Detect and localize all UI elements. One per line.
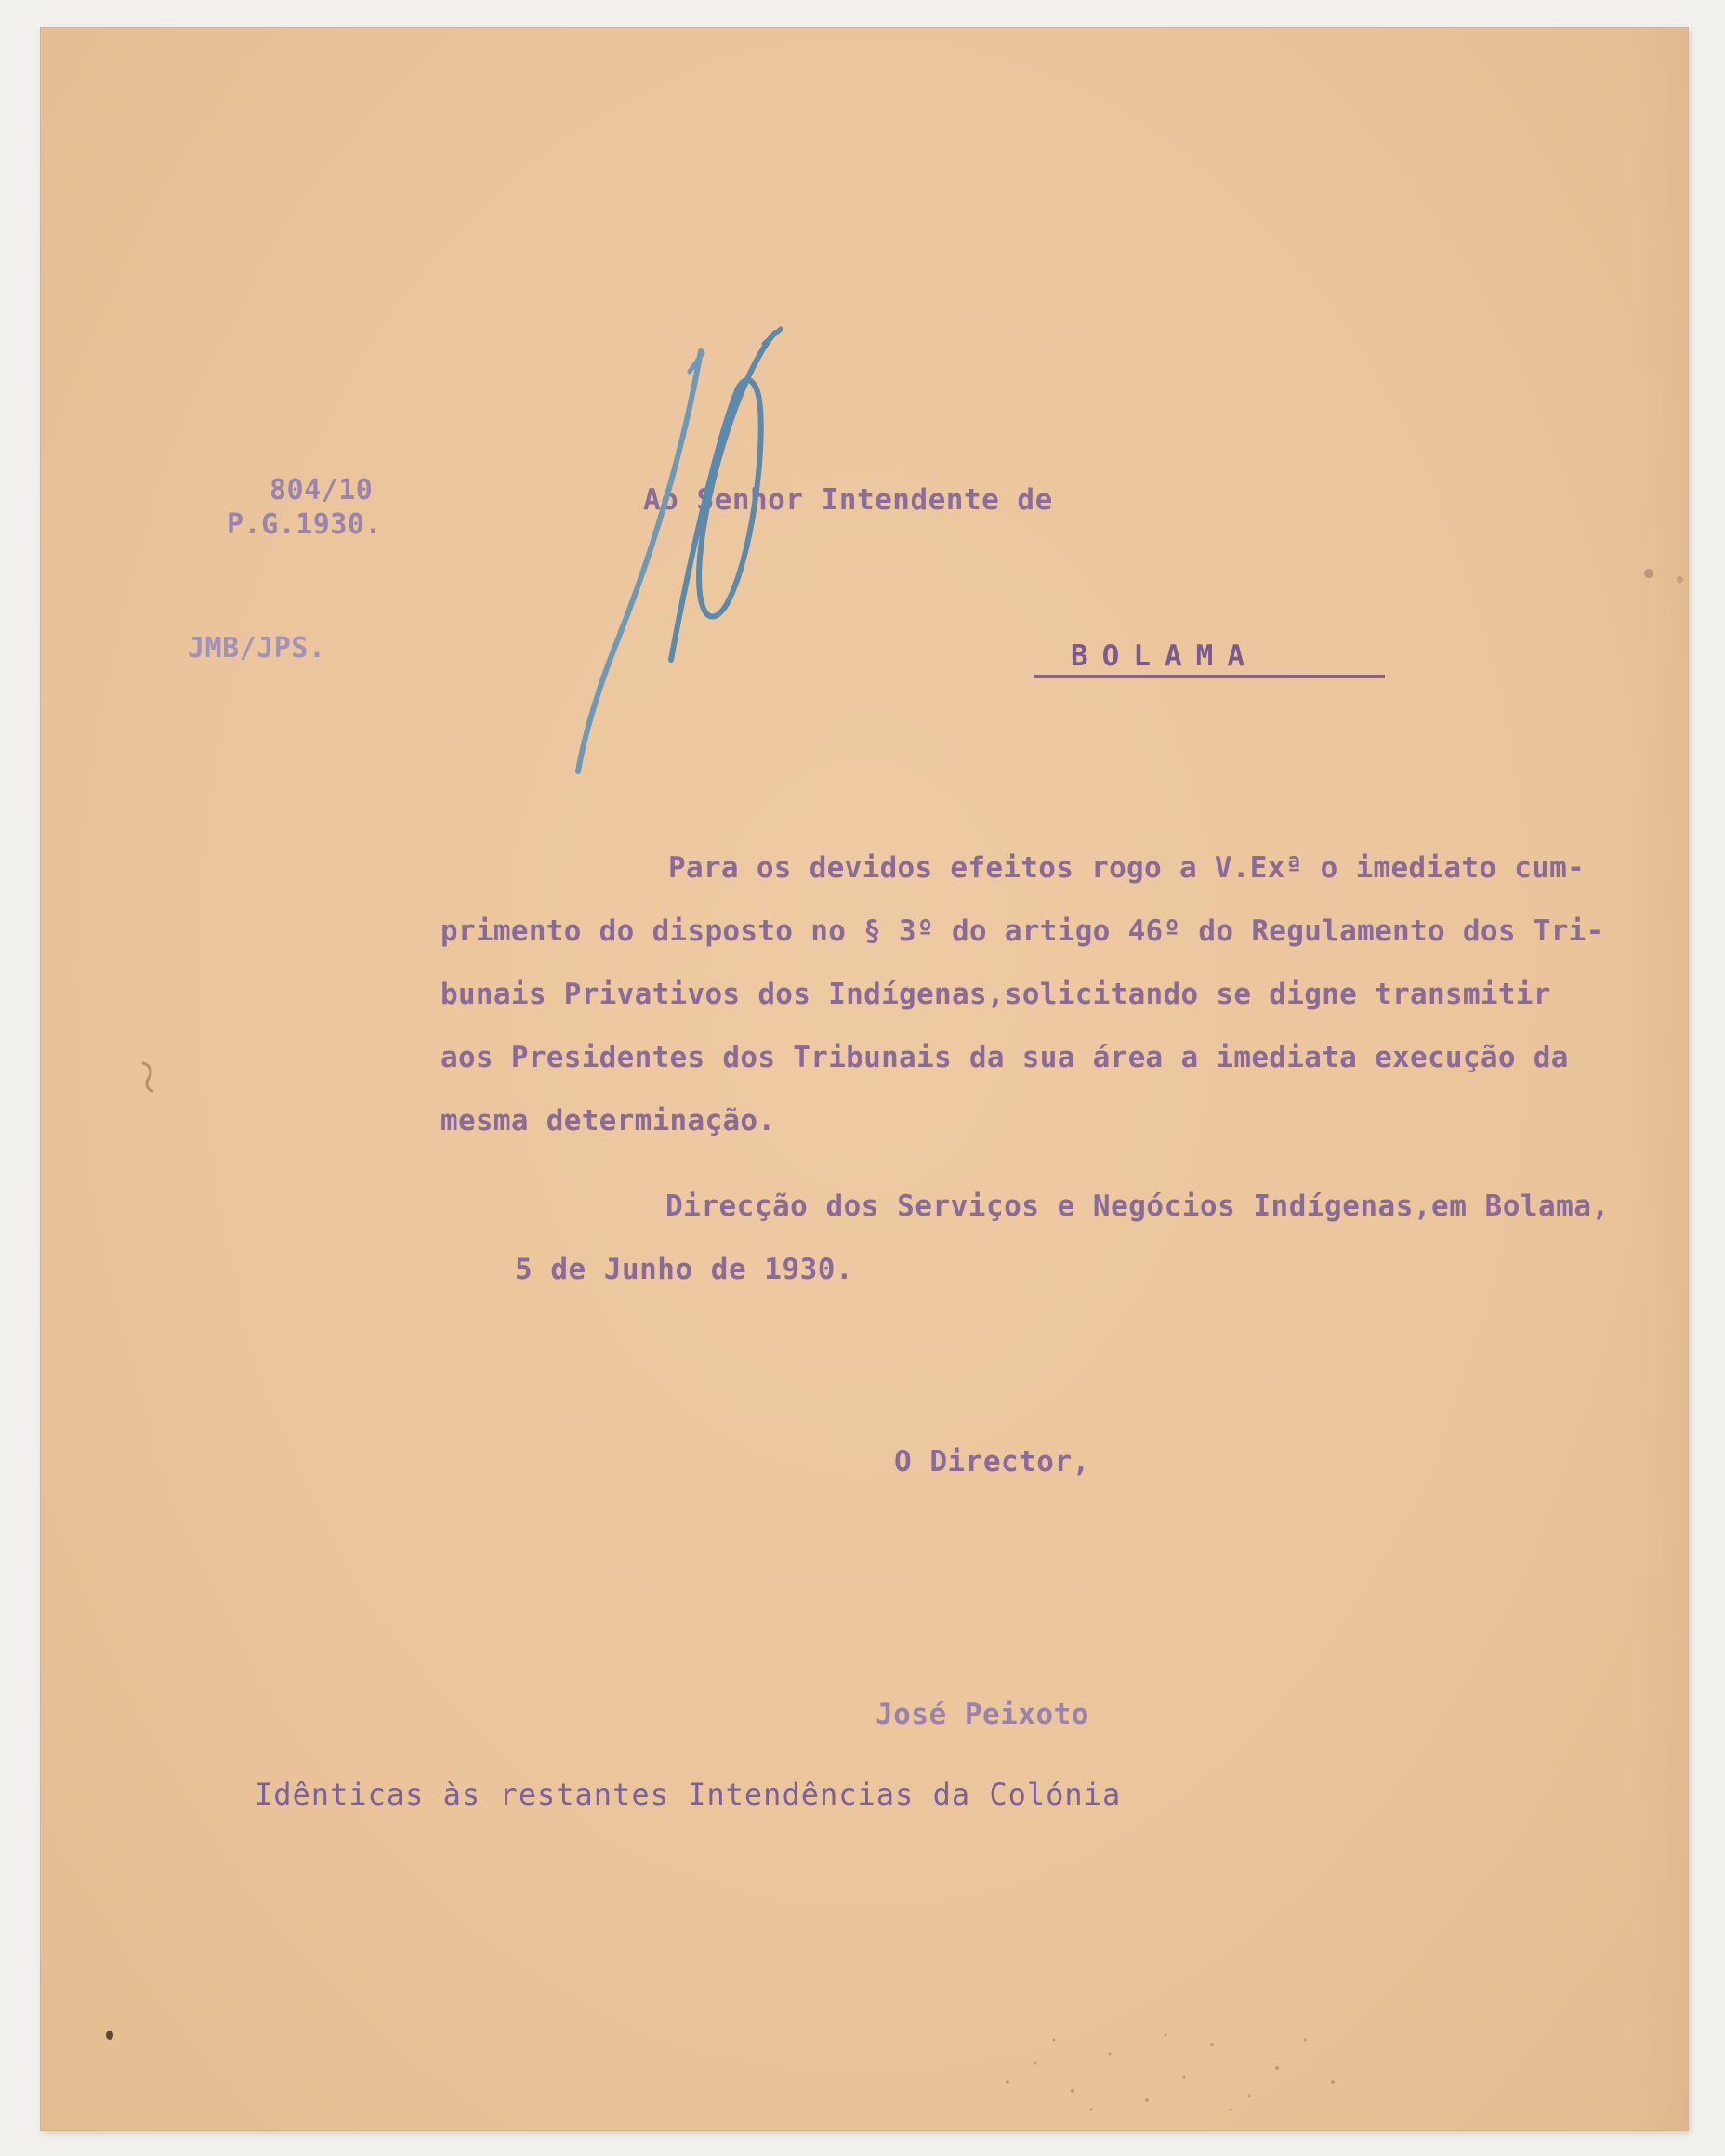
body-line: Para os devidos efeitos rogo a V.Exª o imediato cum- [668,851,1586,885]
body-line: primento do disposto no § 3º do artigo 46º do Regulamento dos Tri- [441,914,1604,948]
reference-series: P.G.1930. [227,508,383,541]
signatory-name: José Peixoto [876,1698,1089,1731]
body-line: mesma determinação. [441,1104,776,1137]
ink-spot [1677,576,1683,583]
destination-heading: BOLAMA [1071,639,1258,673]
ink-spot [106,2031,113,2040]
date-line: 5 de Junho de 1930. [515,1253,854,1286]
body-line: bunais Privativos dos Indígenas,solicitando se digne transmitir [441,978,1551,1011]
footer-note: Idênticas às restantes Intendências da Colónia [255,1777,1122,1812]
letter-body [441,836,1686,1152]
typist-initials: JMB/JPS. [188,632,326,664]
paper-mark [138,1059,158,1093]
paper-sheet [41,28,1688,2130]
reference-number: 804/10 [270,474,374,506]
place-line: Direcção dos Serviços e Negócios Indígenas,em Bolama, [665,1190,1610,1223]
body-line: aos Presidentes dos Tribunais da sua área a imediata execução da [441,1041,1569,1074]
ink-spot [1644,569,1653,578]
handwritten-annotation [561,307,896,790]
destination-underline [1034,675,1385,678]
addressee-line: Ao Senhor Intendente de [643,483,1053,517]
closing-line: O Director, [894,1445,1090,1479]
paper-speckles [970,2026,1361,2119]
